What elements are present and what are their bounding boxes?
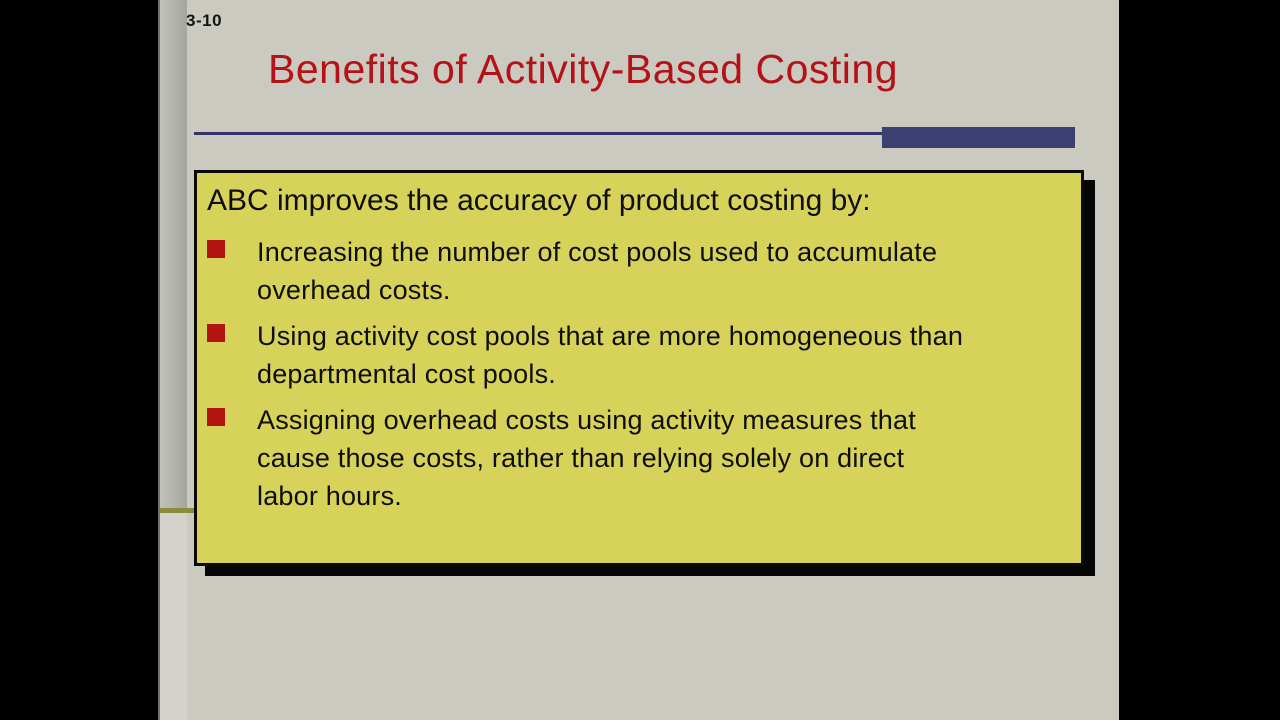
bullet-text-line: Using activity cost pools that are more homogeneous than [257,321,964,351]
bullet-square-icon [207,324,225,342]
content-box-header: ABC improves the accuracy of product costing by: [207,184,871,217]
bullet-item [205,317,1073,393]
bullet-text [257,401,916,515]
bullet-text-line: Assigning overhead costs using activity measures that [257,405,916,435]
title-underline-accent-bar [882,127,1075,148]
bullet-square-icon [207,240,225,258]
bullet-square-icon [207,408,225,426]
bullet-text-line: labor hours. [257,481,402,511]
bullet-text [257,317,963,393]
left-margin-strip-lower [160,513,187,720]
bullet-text-line: departmental cost pools. [257,359,556,389]
left-margin-strip [160,0,187,508]
presentation-slide[interactable] [158,0,1119,720]
title-underline-rule [194,132,884,135]
bullet-item [205,401,1073,515]
bullet-text-line: cause those costs, rather than relying solely on direct [257,443,905,473]
slide-number: 3-10 [186,11,223,30]
bullet-text-line: overhead costs. [257,275,451,305]
slide-title: Benefits of Activity-Based Costing [268,46,899,92]
bullet-text [257,233,937,309]
bullet-item [205,233,1073,309]
bullet-text-line: Increasing the number of cost pools used to accumulate [257,237,938,267]
content-box [194,170,1084,566]
